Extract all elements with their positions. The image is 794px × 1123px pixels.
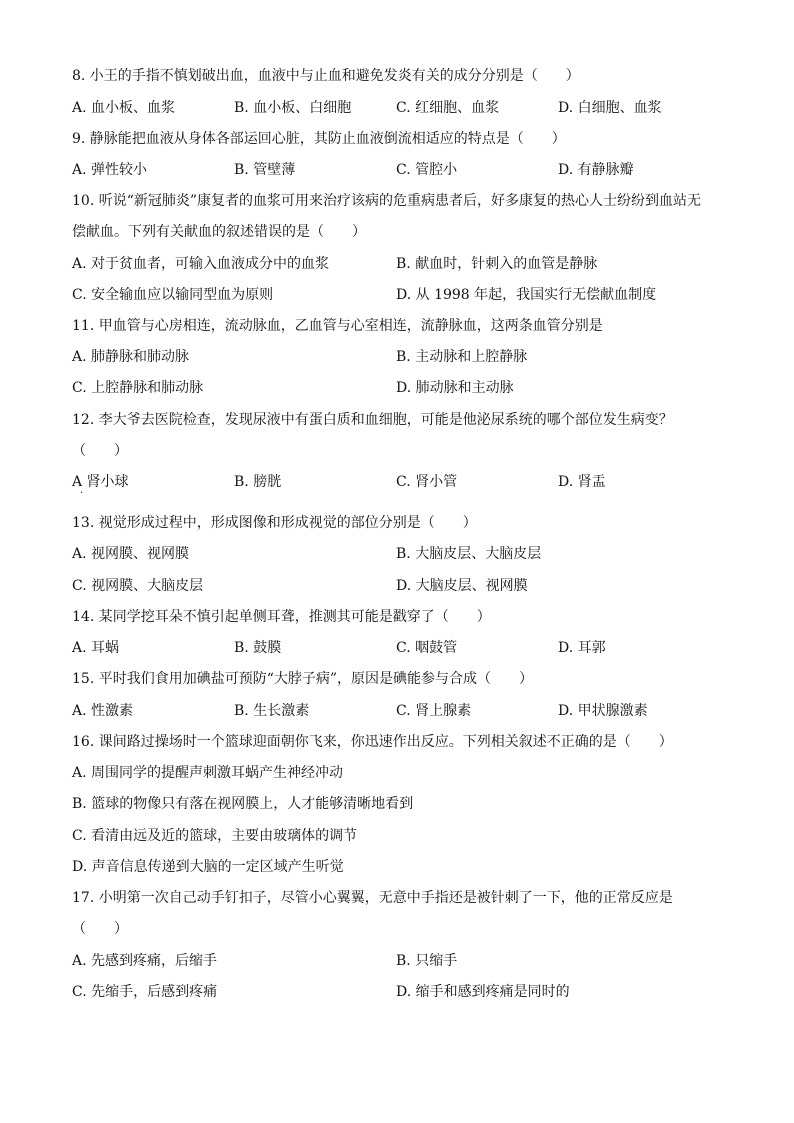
- question-14-option-a: A. 耳蜗: [72, 640, 120, 656]
- question-9-option-c: C. 管腔小: [396, 162, 458, 178]
- question-8-option-a: A. 血小板、血浆: [72, 100, 176, 116]
- question-13-option-c: C. 视网膜、大脑皮层: [72, 578, 204, 594]
- question-12-option-a: A 肾小球: [72, 474, 129, 490]
- question-16-option-a: A. 周围同学的提醒声刺激耳蜗产生神经冲动: [72, 765, 344, 781]
- question-10-stem-line-2: 偿献血。下列有关献血的叙述错误的是（ ）: [72, 224, 366, 240]
- question-17-option-b: B. 只缩手: [396, 953, 458, 969]
- question-15-option-d: D. 甲状腺激素: [558, 703, 648, 719]
- question-17-stem-line-1: 17. 小明第一次自己动手钉扣子，尽管小心翼翼，无意中手指还是被针刺了一下，他的正常反应是: [72, 890, 673, 906]
- question-15-option-a: A. 性激素: [72, 703, 134, 719]
- question-8-stem: 8. 小王的手指不慎划破出血，血液中与止血和避免发炎有关的成分分别是（ ）: [72, 68, 580, 84]
- question-8-option-b: B. 血小板、白细胞: [234, 100, 352, 116]
- question-11-option-b: B. 主动脉和上腔静脉: [396, 349, 528, 365]
- question-15-option-c: C. 肾上腺素: [396, 703, 472, 719]
- question-10-stem-line-1: 10. 听说“新冠肺炎”康复者的血浆可用来治疗该病的危重病患者后，好多康复的热心人士纷纷到血站无: [72, 193, 702, 209]
- question-13-stem: 13. 视觉形成过程中，形成图像和形成视觉的部位分别是（ ）: [72, 515, 477, 531]
- question-11-option-d: D. 肺动脉和主动脉: [396, 380, 514, 396]
- question-10-option-d: D. 从 1998 年起，我国实行无偿献血制度: [396, 287, 657, 303]
- question-11-option-a: A. 肺静脉和肺动脉: [72, 349, 190, 365]
- question-10-option-a: A. 对于贫血者，可输入血液成分中的血浆: [72, 256, 330, 272]
- question-14-option-b: B. 鼓膜: [234, 640, 282, 656]
- question-14-option-c: C. 咽鼓管: [396, 640, 458, 656]
- question-17-option-d: D. 缩手和感到疼痛是同时的: [396, 984, 570, 1000]
- question-14-stem: 14. 某同学挖耳朵不慎引起单侧耳聋，推测其可能是戳穿了（ ）: [72, 609, 491, 625]
- question-16-option-b: B. 篮球的物像只有落在视网膜上，人才能够清晰地看到: [72, 796, 414, 812]
- question-11-stem: 11. 甲血管与心房相连，流动脉血，乙血管与心室相连，流静脉血，这两条血管分别是: [72, 318, 603, 334]
- question-12-stem-line-2: （ ）: [72, 443, 128, 459]
- question-9-option-d: D. 有静脉瓣: [558, 162, 634, 178]
- question-12-stem-line-1: 12. 李大爷去医院检查，发现尿液中有蛋白质和血细胞，可能是他泌尿系统的哪个部位发生病变？: [72, 412, 673, 428]
- question-12-option-c: C. 肾小管: [396, 474, 458, 490]
- question-9-option-a: A. 弹性较小: [72, 162, 148, 178]
- question-13-option-b: B. 大脑皮层、大脑皮层: [396, 546, 542, 562]
- question-8-option-c: C. 红细胞、血浆: [396, 100, 500, 116]
- question-11-option-c: C. 上腔静脉和肺动脉: [72, 380, 204, 396]
- question-17-stem-line-2: （ ）: [72, 921, 128, 937]
- question-13-option-a: A. 视网膜、视网膜: [72, 546, 190, 562]
- question-12-option-b: B. 膀胱: [234, 474, 282, 490]
- question-14-option-d: D. 耳郭: [558, 640, 606, 656]
- question-16-stem: 16. 课间路过操场时一个篮球迎面朝你飞来，你迅速作出反应。下列相关叙述不正确的是（ ）: [72, 734, 673, 750]
- question-17-option-c: C. 先缩手，后感到疼痛: [72, 984, 218, 1000]
- question-8-option-d: D. 白细胞、血浆: [558, 100, 662, 116]
- stray-dot-mark: ·: [80, 488, 84, 499]
- question-16-option-c: C. 看清由远及近的篮球，主要由玻璃体的调节: [72, 828, 358, 844]
- question-15-option-b: B. 生长激素: [234, 703, 310, 719]
- question-16-option-d: D. 声音信息传递到大脑的一定区域产生听觉: [72, 859, 344, 875]
- question-12-option-d: D. 肾盂: [558, 474, 606, 490]
- question-9-option-b: B. 管壁薄: [234, 162, 296, 178]
- question-13-option-d: D. 大脑皮层、视网膜: [396, 578, 528, 594]
- question-17-option-a: A. 先感到疼痛，后缩手: [72, 953, 218, 969]
- question-9-stem: 9. 静脉能把血液从身体各部运回心脏，其防止血液倒流相适应的特点是（ ）: [72, 131, 566, 147]
- question-10-option-c: C. 安全输血应以输同型血为原则: [72, 287, 274, 303]
- question-15-stem: 15. 平时我们食用加碘盐可预防“大脖子病”，原因是碘能参与合成（ ）: [72, 671, 534, 687]
- question-10-option-b: B. 献血时，针刺入的血管是静脉: [396, 256, 598, 272]
